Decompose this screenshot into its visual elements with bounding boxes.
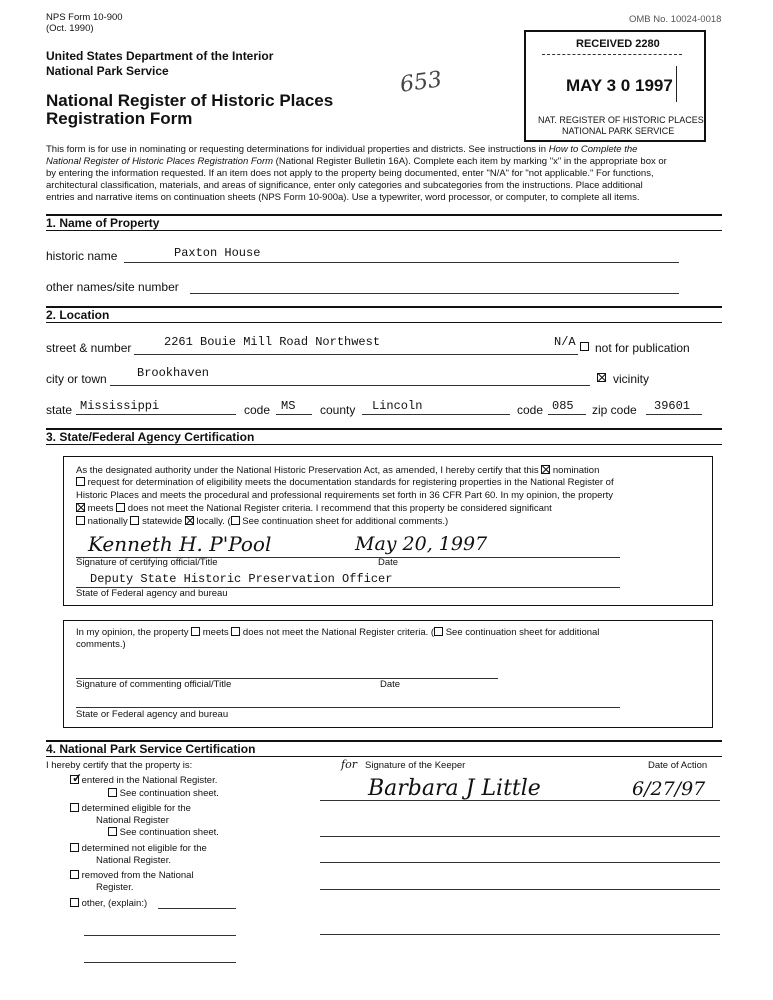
form-date: (Oct. 1990) bbox=[46, 23, 94, 34]
explain-line-3[interactable] bbox=[84, 962, 236, 963]
does-not-meet-checkbox[interactable] bbox=[116, 503, 125, 512]
request-checkbox[interactable] bbox=[76, 477, 85, 486]
section-1-heading: 1. Name of Property bbox=[46, 216, 160, 230]
continuation-sheet-checkbox[interactable] bbox=[231, 516, 240, 525]
commenting-agency-label: State or Federal agency and bureau bbox=[76, 709, 229, 720]
county-line bbox=[362, 414, 510, 415]
removed-checkbox[interactable] bbox=[70, 870, 79, 879]
instructions-line-5: entries and narrative items on continuation sheets (NPS Form 10-900a). Use a typewriter, word processor, or computer, to complete all items. bbox=[46, 192, 640, 203]
state-field[interactable]: Mississippi bbox=[80, 399, 160, 413]
commenting-agency-line bbox=[76, 707, 620, 708]
city-label: city or town bbox=[46, 372, 107, 386]
section-2-heading: 2. Location bbox=[46, 308, 110, 322]
nationally-checkbox[interactable] bbox=[76, 516, 85, 525]
stamp-date: MAY 3 0 1997 bbox=[566, 76, 673, 95]
state-line bbox=[76, 414, 236, 415]
instructions-line-3: by entering the information requested. If an item does not apply to the property being documented, enter "N/A" for "not applicable." For functions, bbox=[46, 168, 654, 179]
state-code-line bbox=[276, 414, 312, 415]
county-code-field[interactable]: 085 bbox=[552, 399, 574, 413]
agency-line-1: United States Department of the Interior bbox=[46, 49, 274, 63]
cert-line-4: meets does not meet the National Register criteria. I recommend that this property be considered significant bbox=[76, 503, 552, 516]
keeper-label: Signature of the Keeper bbox=[365, 760, 466, 771]
commenting-signature-label: Signature of commenting official/Title bbox=[76, 679, 232, 690]
keeper-prefix: for bbox=[341, 758, 357, 771]
entered-continuation-checkbox[interactable] bbox=[108, 788, 117, 797]
commenting-date-label: Date bbox=[380, 679, 401, 690]
keeper-signature: Barbara J Little bbox=[368, 776, 541, 801]
received-stamp bbox=[524, 30, 706, 142]
street-line bbox=[134, 354, 578, 355]
eligible-continuation-checkbox[interactable] bbox=[108, 827, 117, 836]
removed-option-2: Register. bbox=[96, 882, 134, 893]
opinion-meets-checkbox[interactable] bbox=[191, 627, 200, 636]
removed-option: removed from the National bbox=[70, 870, 194, 883]
explain-line-2[interactable] bbox=[84, 935, 236, 936]
keeper-line-3 bbox=[320, 862, 720, 863]
other-option: other, (explain:) bbox=[70, 898, 147, 911]
official-title-field[interactable]: Deputy State Historic Preservation Officer bbox=[90, 572, 393, 586]
county-code-line bbox=[548, 414, 586, 415]
vicinity-checkbox[interactable] bbox=[597, 373, 606, 384]
stamp-received: RECEIVED 2280 bbox=[576, 38, 660, 50]
agency-line-2: National Park Service bbox=[46, 64, 169, 78]
opinion-does-not-meet-checkbox[interactable] bbox=[231, 627, 240, 636]
page-subtitle: Registration Form bbox=[46, 109, 193, 128]
street-field[interactable]: 2261 Bouie Mill Road Northwest bbox=[164, 335, 381, 349]
cert-line-2: request for determination of eligibility meets the documentation standards for registering properties in the National Register of bbox=[76, 477, 614, 490]
keeper-line-2 bbox=[320, 836, 720, 837]
section-2-underline bbox=[46, 322, 722, 323]
meets-checkbox[interactable] bbox=[76, 503, 85, 512]
not-eligible-option-2: National Register. bbox=[96, 855, 171, 866]
agency-label: State of Federal agency and bureau bbox=[76, 588, 228, 599]
instructions-line-4: architectural classification, materials, and areas of significance, enter only categories and subcategories from the instructions. Place additional bbox=[46, 180, 643, 191]
zip-line bbox=[646, 414, 702, 415]
county-label: county bbox=[320, 403, 356, 417]
state-code-label: code bbox=[244, 403, 271, 417]
opinion-line-1: In my opinion, the property meets does not meet the National Register criteria. ( See continuation sheet for additional bbox=[76, 627, 600, 638]
cert-line-3: Historic Places and meets the procedural and professional requirements set forth in 36 CFR Part 60. In my opinion, the property bbox=[76, 490, 614, 501]
county-field[interactable]: Lincoln bbox=[372, 399, 423, 413]
stamp-line-2: NATIONAL PARK SERVICE bbox=[562, 126, 675, 136]
date-of-action-label: Date of Action bbox=[648, 760, 708, 771]
entered-option: ✓ entered in the National Register. bbox=[72, 771, 218, 786]
opinion-line-2: comments.) bbox=[76, 639, 126, 650]
eligible-checkbox[interactable] bbox=[70, 803, 79, 812]
omb-number: OMB No. 10024-0018 bbox=[629, 14, 722, 25]
keeper-line-1 bbox=[320, 800, 720, 801]
cert-line-5: nationally statewide locally. ( See continuation sheet for additional comments.) bbox=[76, 516, 448, 529]
not-for-publication-label: not for publication bbox=[595, 341, 690, 355]
stamp-line-1: NAT. REGISTER OF HISTORIC PLACES bbox=[538, 115, 704, 125]
historic-name-label: historic name bbox=[46, 249, 118, 263]
city-line bbox=[110, 385, 590, 386]
stamp-divider bbox=[542, 54, 682, 55]
entered-checkbox[interactable]: ✓ bbox=[72, 771, 83, 785]
form-number: NPS Form 10-900 bbox=[46, 12, 123, 23]
section-3-heading: 3. State/Federal Agency Certification bbox=[46, 430, 255, 444]
instructions-line-2: National Register of Historic Places Registration Form (National Register Bulletin 16A). Complete each item by marking "x" in the appropriate box or bbox=[46, 156, 667, 167]
section-4-heading: 4. National Park Service Certification bbox=[46, 742, 256, 756]
eligible-option-2: National Register bbox=[96, 815, 169, 826]
locally-checkbox[interactable] bbox=[185, 516, 194, 525]
not-eligible-option: determined not eligible for the bbox=[70, 843, 207, 856]
historic-name-field[interactable]: Paxton House bbox=[174, 246, 261, 260]
entered-continuation: See continuation sheet. bbox=[108, 788, 219, 801]
street-label: street & number bbox=[46, 341, 132, 355]
not-for-publication-checkbox[interactable] bbox=[580, 342, 589, 353]
other-explain-line[interactable] bbox=[158, 908, 236, 909]
eligible-option: determined eligible for the bbox=[70, 803, 191, 816]
statewide-checkbox[interactable] bbox=[130, 516, 139, 525]
section-1-underline bbox=[46, 230, 722, 231]
instructions-line-1: This form is for use in nominating or requesting determinations for individual properties and districts. See instructions in How to Complete the bbox=[46, 144, 638, 155]
signature-label: Signature of certifying official/Title bbox=[76, 557, 218, 568]
certifying-date: May 20, 1997 bbox=[355, 533, 488, 555]
zip-field[interactable]: 39601 bbox=[654, 399, 691, 413]
other-names-label: other names/site number bbox=[46, 280, 179, 294]
section-3-underline bbox=[46, 444, 722, 445]
county-code-label: code bbox=[517, 403, 544, 417]
keeper-line-5 bbox=[320, 934, 720, 935]
eligible-continuation: See continuation sheet. bbox=[108, 827, 219, 840]
other-names-field[interactable] bbox=[190, 293, 679, 294]
state-code-field[interactable]: MS bbox=[281, 399, 296, 413]
stamp-bar bbox=[676, 66, 677, 102]
handwritten-code: 653 bbox=[398, 67, 444, 98]
zip-label: zip code bbox=[592, 403, 637, 417]
signature-date-label: Date bbox=[378, 557, 399, 568]
na-value: N/A bbox=[554, 335, 576, 349]
not-eligible-checkbox[interactable] bbox=[70, 843, 79, 852]
vicinity-label: vicinity bbox=[613, 372, 650, 386]
page-title: National Register of Historic Places bbox=[46, 91, 334, 110]
historic-name-line bbox=[124, 262, 679, 263]
nomination-checkbox[interactable] bbox=[541, 465, 550, 474]
state-label: state bbox=[46, 403, 73, 417]
cert-line-1: As the designated authority under the National Historic Preservation Act, as amended, I hereby certify that this nomination bbox=[76, 465, 600, 476]
opinion-continuation-checkbox[interactable] bbox=[434, 627, 443, 636]
section-4-underline bbox=[46, 756, 722, 757]
certify-statement: I hereby certify that the property is: bbox=[46, 760, 193, 771]
section-2-rule bbox=[46, 306, 722, 308]
city-field[interactable]: Brookhaven bbox=[137, 366, 210, 380]
other-checkbox[interactable] bbox=[70, 898, 79, 907]
date-of-action: 6/27/97 bbox=[632, 778, 706, 800]
certifying-signature: Kenneth H. P'Pool bbox=[88, 532, 272, 556]
keeper-line-4 bbox=[320, 889, 720, 890]
